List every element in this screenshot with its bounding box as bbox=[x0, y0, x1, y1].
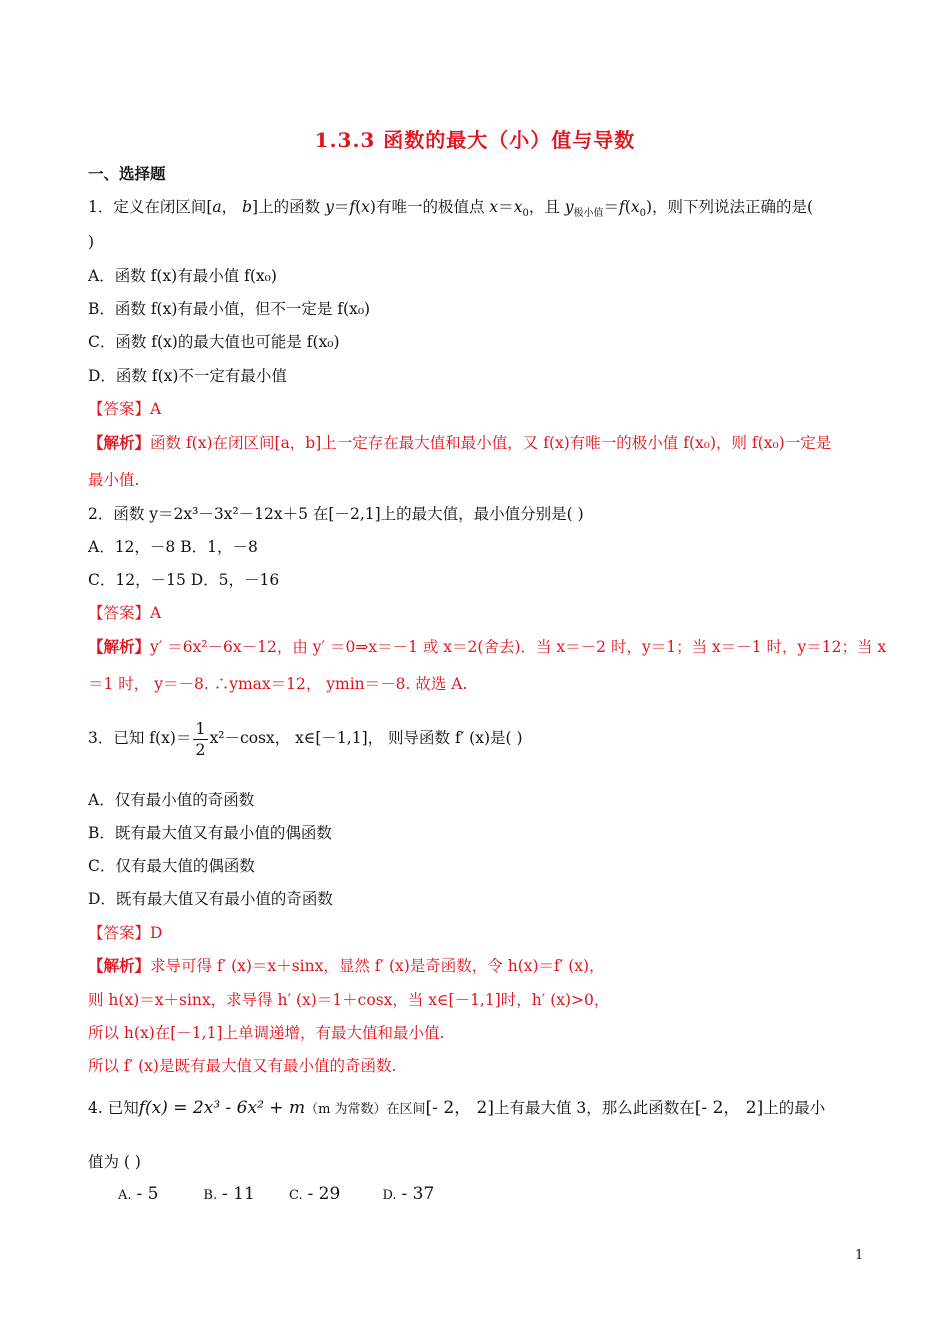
question-4-stem-cont: 值为 ( ) bbox=[88, 1153, 141, 1171]
question-3-analysis-3: 所以 h(x)在[－1,1]上单调递增，有最大值和最小值. bbox=[88, 1024, 445, 1042]
question-3-analysis: 【解析】求导可得 f′ (x)＝x＋sinx，显然 f′ (x)是奇函数，令 h(x)＝f′ (x)， bbox=[88, 956, 605, 975]
question-2-answer: 【答案】A bbox=[88, 604, 162, 622]
question-1-option-d: D．函数 f(x)不一定有最小值 bbox=[88, 367, 287, 385]
question-1-option-a: A．函数 f(x)有最小值 f(x₀) bbox=[88, 267, 277, 285]
question-1-analysis: 【解析】函数 f(x)在闭区间[a，b]上一定存在最大值和最小值，又 f(x)有唯一的极小值 f(x₀)，则 f(x₀)一定是 bbox=[88, 433, 832, 452]
question-1-option-b: B．函数 f(x)有最小值，但不一定是 f(x₀) bbox=[88, 300, 371, 318]
page-number: 1 bbox=[855, 1248, 864, 1263]
question-2-analysis: 【解析】y′ ＝6x²－6x－12，由 y′ ＝0⇒x＝－1 或 x＝2(舍去)．当 x＝－2 时，y＝1；当 x＝－1 时，y＝12；当 x bbox=[88, 637, 887, 656]
question-3-option-d: D．既有最大值又有最小值的奇函数 bbox=[88, 890, 333, 908]
question-2-options-cd: C．12，－15 D．5，－16 bbox=[88, 571, 280, 589]
question-1-stem: 1．定义在闭区间[a， b]上的函数 y＝f(x)有唯一的极值点 $x=x_0$，且 $y_{极小值}=f(x_0)$，则下列说法正确的是( bbox=[88, 198, 814, 220]
question-2-analysis-cont: ＝1 时， y＝－8. ∴ymax＝12， ymin＝－8. 故选 A. bbox=[88, 675, 468, 693]
question-3-answer: 【答案】D bbox=[88, 924, 163, 942]
question-4-options: A. - 5 B. - 11 C. - 29 D. - 37 bbox=[118, 1184, 435, 1204]
question-3-option-b: B．既有最大值又有最小值的偶函数 bbox=[88, 824, 332, 842]
section-heading: 一、选择题 bbox=[88, 164, 166, 183]
question-4-formula: f(x) = 2x³ - 6x² + m bbox=[138, 1098, 306, 1118]
question-3-option-c: C．仅有最大值的偶函数 bbox=[88, 857, 255, 875]
question-3-analysis-4: 所以 f′ (x)是既有最大值又有最小值的奇函数. bbox=[88, 1057, 397, 1075]
question-1-analysis-cont: 最小值. bbox=[88, 471, 140, 489]
question-1-answer: 【答案】A bbox=[88, 400, 162, 418]
fraction-one-half: $\frac{1}{2}$ bbox=[195, 718, 206, 759]
question-1-stem-end: ) bbox=[88, 233, 95, 251]
question-4-stem: 4. 已知f(x) = 2x³ - 6x² + m（m 为常数）在区间[- 2， 2]上有最大值 3，那么此函数在[- 2， 2]上的最小 bbox=[88, 1098, 826, 1118]
page-title: 1.3.3 函数的最大（小）值与导数 bbox=[314, 128, 636, 152]
question-3-stem: 3．已知 f(x)＝ $\frac{1}{2}$ x²－cosx， x∈[－1,1]， 则导函数 f′ (x)是( ) bbox=[88, 718, 523, 759]
question-3-analysis-2: 则 h(x)＝x＋sinx，求导得 h′ (x)＝1＋cosx，当 x∈[－1,1]时，h′ (x)>0， bbox=[88, 991, 610, 1009]
question-1-option-c: C．函数 f(x)的最大值也可能是 f(x₀) bbox=[88, 333, 340, 351]
question-2-stem: 2．函数 y＝2x³－3x²－12x＋5 在[－2,1]上的最大值，最小值分别是( ) bbox=[88, 505, 584, 523]
question-2-options-ab: A．12，－8 B．1，－8 bbox=[88, 538, 258, 556]
question-3-option-a: A．仅有最小值的奇函数 bbox=[88, 791, 255, 809]
